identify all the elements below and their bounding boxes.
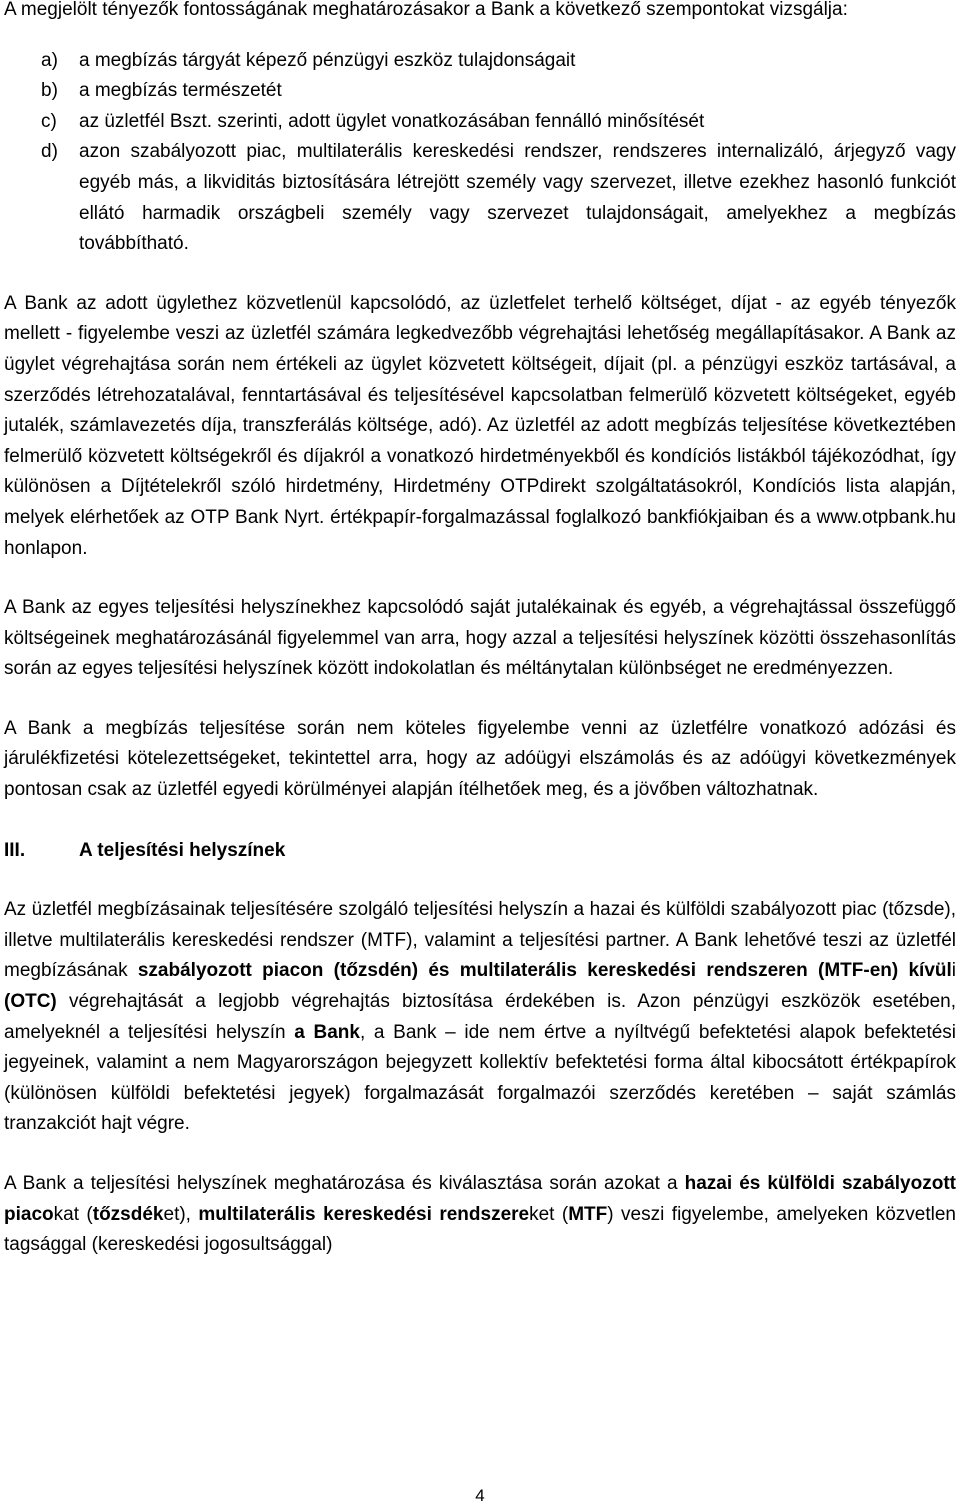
selection-bold-4: MTF (568, 1203, 608, 1225)
selection-text-3: et), (163, 1203, 199, 1225)
list-item-text: az üzletfél Bszt. szerinti, adott ügylet vonatkozásában fennálló minősítését (79, 110, 705, 132)
tax-paragraph: A Bank a megbízás teljesítése során nem köteles figyelembe venni az üzletfélre vonatkozó adózási és járulékfizetési kötelezettségeket, tekintettel arra, hogy az adóügyi elszámolás és az adóügyi következmények pontosan csak az üzletfél egyedi körülményei alapján ítélhetőek meg, és a jövőben változhatnak. (4, 717, 956, 801)
selection-text-1: A Bank a teljesítési helyszínek meghatározása és kiválasztása során azokat a (4, 1173, 685, 1194)
list-item (4, 107, 956, 138)
list-marker: c) (41, 110, 57, 132)
venues-bold-2: (OTC) (4, 991, 57, 1013)
list-item (4, 46, 956, 77)
venues-bold-1: szabályozott piacon (tőzsdén) és multilaterális kereskedési rendszeren (MTF-en) kívül (137, 960, 952, 982)
section-heading (4, 836, 956, 867)
selection-bold-2: tőzsdék (92, 1203, 164, 1225)
list-marker: d) (41, 141, 58, 163)
page-number: 4 (475, 1486, 485, 1505)
costs-paragraph: A Bank az adott ügylethez közvetlenül kapcsolódó, az üzletfelet terhelő költséget, díjat - az egyéb tényezők mellett - figyelembe veszi az üzletfél számára legkedvezőbb végrehajtási lehetőség megállapításakor. A Bank az ügylet végrehajtása során nem értékeli az ügylet közvetett költségeit, díjait (pl. a pénzügyi eszköz tartásával, a szerződés létrehozatalával, fenntartásával és teljesítésével kapcsolatban felmerülő közvetett költségeket, egyéb jutalék, számlavezetés díja, transzferálás költsége, adó). Az üzletfél az adott megbízás teljesítése következtében felmerülő közvetett költségekről és díjakról a vonatkozó hirdetményekből és kondíciós listákból tájékozódhat, így különösen a Díjtételekről szóló hirdetmény, Hirdetmény OTPdirekt szolgáltatásokról, Kondíciós lista alapján, melyek elérhetőek az OTP Bank Nyrt. értékpapír-forgalmazással foglalkozó bankfiókjaiban és a www.otpbank.hu honlapon. (4, 292, 956, 559)
venues-bold-3: a Bank (294, 1021, 360, 1043)
list-item-text: azon szabályozott piac, multilaterális kereskedési rendszer, rendszeres internalizáló, árjegyző vagy egyéb más, a likviditás biztosítására létrejött személy vagy szervezet, illetve ezekhez hasonló funkciót ellátó harmadik országbeli személy vagy szervezet tulajdonságait, amelyekhez a megbízás továbbítható. (79, 141, 956, 255)
venues-text-4: , a Bank – ide nem értve a nyíltvégű befektetési alapok befektetési jegyeinek, valamint a nem Magyarországon bejegyzett kollektív befektetési forma által kibocsátott értékpapírok (különösen külföldi befektetési jegyek) forgalmazását forgalmazói szerződés keretében – saját számlás tranzakciót hajt végre. (4, 1021, 957, 1135)
venues-text-3: végrehajtását a legjobb végrehajtás biztosítása érdekében is. Azon pénzügyi eszközök esetében, amelyeknél a teljesítési helyszín (4, 991, 956, 1043)
selection-text-2: kat ( (53, 1203, 93, 1225)
list-item-text: a megbízás természetét (79, 80, 282, 102)
section-title: A teljesítési helyszínek (79, 839, 286, 861)
selection-text-5: ) veszi figyelembe, amelyeken közvetlen tagsággal (kereskedési jogosultsággal) (4, 1203, 957, 1256)
selection-bold-1: hazai és külföldi szabályozott piaco (4, 1173, 956, 1225)
selection-paragraph (4, 1169, 956, 1261)
list-item (4, 137, 956, 259)
list-marker: a) (41, 49, 58, 71)
document-page (4, 0, 956, 1261)
section-number: III. (4, 839, 26, 861)
selection-bold-3: multilaterális kereskedési rendszere (198, 1203, 530, 1225)
selection-text-4: ket ( (529, 1203, 569, 1225)
intro-paragraph: A megjelölt tényezők fontosságának meghatározásakor a Bank a következő szempontokat vizsgálja: (4, 0, 848, 20)
venue-costs-paragraph: A Bank az egyes teljesítési helyszínekhez kapcsolódó saját jutalékainak és egyéb, a végrehajtással összefüggő költségeinek meghatározásánál figyelemmel van arra, hogy azzal a teljesítési helyszínek közötti összehasonlítás során az egyes teljesítési helyszínek között indokolatlan és méltánytalan különbséget ne eredményezzen. (4, 597, 956, 680)
list-item (4, 76, 956, 107)
list-marker: b) (41, 80, 58, 102)
venues-text-2: i (951, 960, 957, 982)
criteria-list (4, 46, 956, 260)
venues-paragraph (4, 895, 956, 1140)
list-item-text: a megbízás tárgyát képező pénzügyi eszköz tulajdonságait (79, 49, 576, 71)
venues-text-1: Az üzletfél megbízásainak teljesítésére szolgáló teljesítési helyszín a hazai és külföldi szabályozott piac (tőzsde), illetve multilaterális kereskedési rendszer (MTF), valamint a teljesítési partner. A Bank lehetővé teszi az üzletfél megbízásának (4, 899, 956, 982)
